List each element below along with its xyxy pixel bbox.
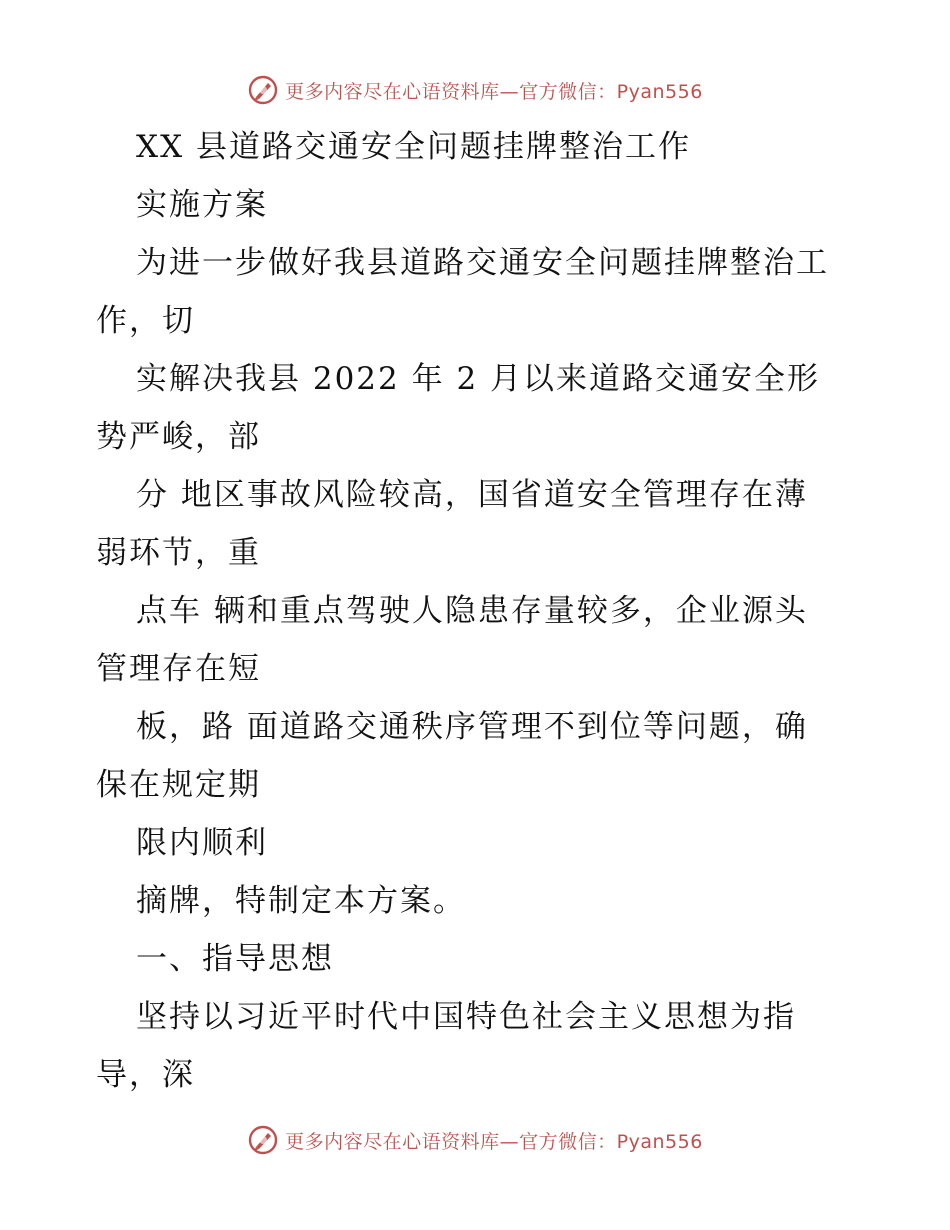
pen-logo-icon [247,74,279,106]
watermark-text: 更多内容尽在心语资料库—官方微信：Pyan556 [285,80,703,103]
text-line: 一、指导思想 [136,941,334,977]
text-line: 势严峻，部 [96,419,261,455]
text-line: 实解决我县 2022 年 2 月以来道路交通安全形 [136,361,821,397]
document-body [96,118,856,1104]
text-line: 板，路 面道路交通秩序管理不到位等问题，确 [136,709,808,745]
pen-logo-icon [247,1124,279,1156]
watermark-text: 更多内容尽在心语资料库—官方微信：Pyan556 [285,1130,703,1153]
text-line: 坚持以习近平时代中国特色社会主义思想为指 [136,999,796,1035]
text-line: 为进一步做好我县道路交通安全问题挂牌整治工 [136,245,829,281]
text-line: 实施方案 [136,187,268,223]
text-line: 导，深 [96,1057,195,1093]
text-line: 点车 辆和重点驾驶人隐患存量较多，企业源头 [136,593,808,629]
text-line: 分 地区事故风险较高，国省道安全管理存在薄 [136,477,808,513]
text-line: XX 县道路交通安全问题挂牌整治工作 [136,129,691,165]
watermark-header [0,70,950,110]
text-line: 弱环节，重 [96,535,261,571]
text-line: 作，切 [96,303,195,339]
watermark-footer [0,1120,950,1160]
text-line: 摘牌，特制定本方案。 [136,883,466,919]
text-line: 保在规定期 [96,767,261,803]
text-line: 管理存在短 [96,651,261,687]
text-line: 限内顺利 [136,825,268,861]
